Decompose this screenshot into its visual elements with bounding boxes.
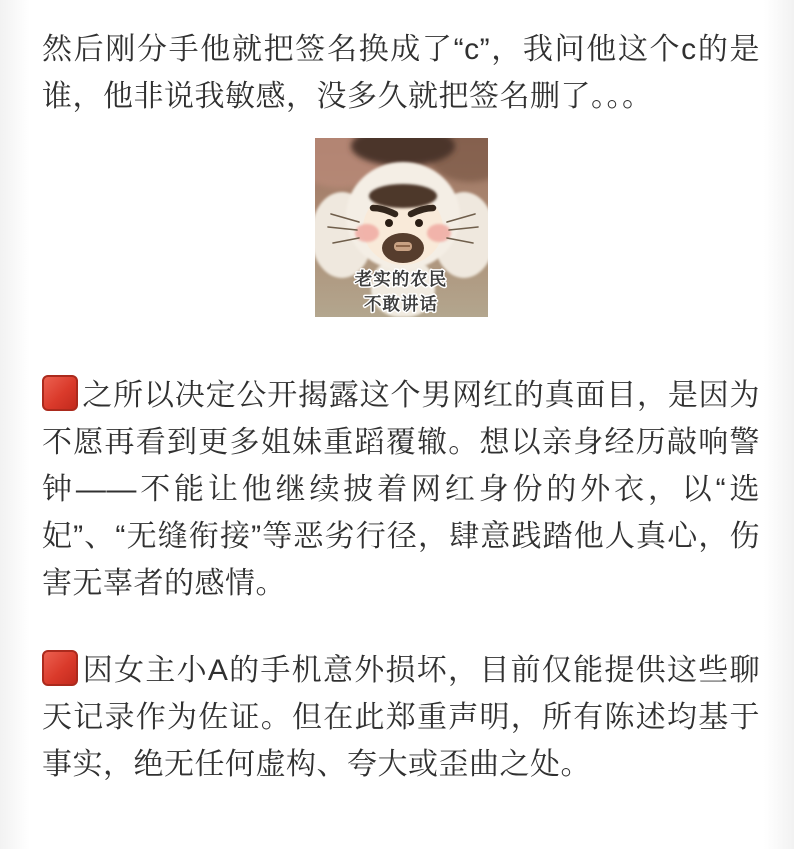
paragraph-expose <box>42 372 760 607</box>
meme-image[interactable] <box>315 138 488 317</box>
paragraph-intro-text: 然后刚分手他就把签名换成了“c”，我问他这个c的是谁，他非说我敏感，没多久就把签名删了。。。 <box>42 33 760 113</box>
red-square-emoji <box>42 650 78 686</box>
meme-caption-line2: 不敢讲话 <box>363 294 438 314</box>
meme-caption-line1: 老实的农民 <box>354 269 447 289</box>
paragraph-disclaimer-text: 因女主小A的手机意外损坏，目前仅能提供这些聊天记录作为佐证。但在此郑重声明，所有陈述均基于事实，绝无任何虚构、夸大或歪曲之处。 <box>42 654 760 781</box>
paragraph-expose-text: 之所以决定公开揭露这个男网红的真面目，是因为不愿再看到更多姐妹重蹈覆辙。想以亲身经历敲响警钟——不能让他继续披着网红身份的外衣，以“选妃”、“无缝衔接”等恶劣行径，肆意践踏他人真心，伤害无辜者的感情。 <box>42 379 760 600</box>
paragraph-intro <box>42 26 760 120</box>
meme-sticker-graphic <box>315 138 488 317</box>
red-square-emoji <box>42 375 78 411</box>
paragraph-disclaimer <box>42 647 760 788</box>
